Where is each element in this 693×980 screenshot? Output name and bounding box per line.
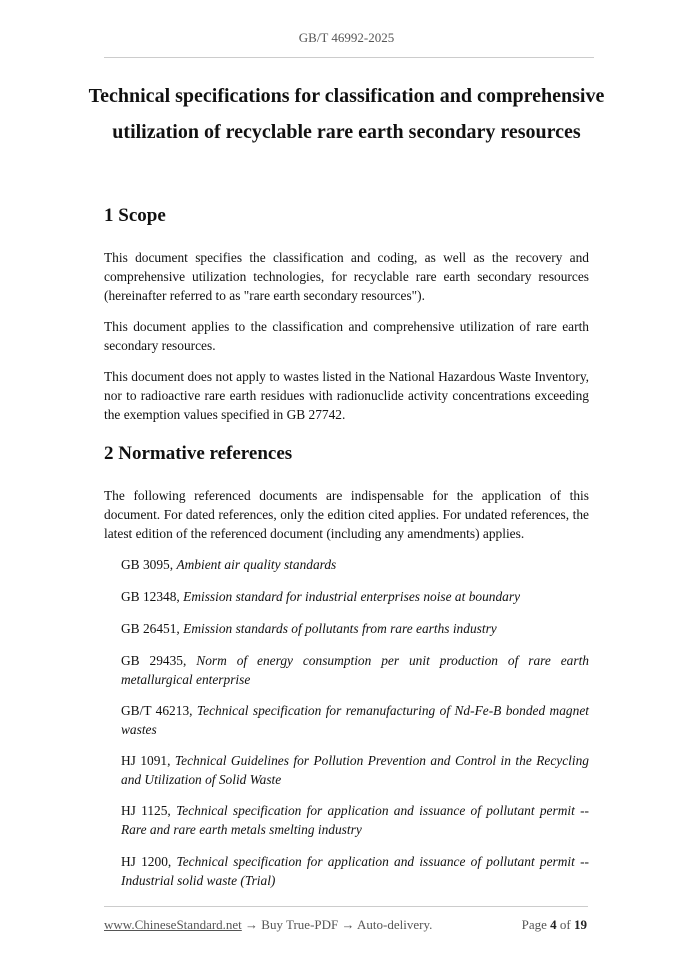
- reference-code: HJ 1091,: [121, 753, 171, 768]
- reference-item: [121, 801, 589, 839]
- title-line-1: Technical specifications for classification and comprehensive: [88, 85, 605, 107]
- reference-title: Emission standard for industrial enterprises noise at boundary: [183, 589, 521, 604]
- total-pages: 19: [574, 917, 587, 932]
- reference-item: [121, 555, 589, 574]
- reference-code: GB 26451,: [121, 621, 180, 636]
- scope-paragraph-3: This document does not apply to wastes listed in the National Hazardous Waste Inventory, nor to radioactive rare earth residues with radionuclide activity concentrations exceeding the exemption values specified in GB 27742.: [104, 369, 589, 422]
- reference-code: GB 3095,: [121, 557, 174, 572]
- reference-code: GB/T 46213,: [121, 703, 193, 718]
- scope-paragraph-1: This document specifies the classification and coding, as well as the recovery and comprehensive utilization technologies, for recyclable rare earth secondary resources (hereinafter referred to as "rare earth secondary resources").: [104, 250, 589, 303]
- reference-item: [121, 587, 589, 606]
- header-divider: [104, 57, 594, 58]
- reference-title: Technical Guidelines for Pollution Prevention and Control in the Recycling and Utilization of Solid Waste: [121, 753, 589, 787]
- standard-code: GB/T 46992-2025: [298, 30, 395, 45]
- reference-item: [121, 701, 589, 739]
- reference-item: [121, 619, 589, 638]
- current-page: 4: [550, 917, 557, 932]
- title-line-2: utilization of recyclable rare earth secondary resources: [112, 121, 581, 143]
- footer-divider: [104, 906, 588, 907]
- footer-promo-text: → Buy True-PDF → Auto-delivery.: [241, 917, 433, 932]
- page-of-label: of: [559, 917, 571, 932]
- document-title: [60, 78, 633, 150]
- scope-paragraph-2: This document applies to the classification and comprehensive utilization of rare earth secondary resources.: [104, 319, 589, 353]
- section-heading-scope: 1 Scope: [104, 205, 166, 226]
- website-link[interactable]: www.ChineseStandard.net: [104, 917, 242, 932]
- reference-code: HJ 1200,: [121, 854, 172, 869]
- reference-code: GB 29435,: [121, 653, 187, 668]
- reference-code: GB 12348,: [121, 589, 180, 604]
- reference-title: Emission standards of pollutants from rare earths industry: [183, 621, 497, 636]
- reference-code: HJ 1125,: [121, 803, 171, 818]
- page-number: [522, 917, 587, 933]
- reference-title: Technical specification for application and issuance of pollutant permit -- Rare and rare earth metals smelting industry: [121, 803, 589, 837]
- page-header: [0, 30, 693, 46]
- footer-promo: [104, 917, 432, 933]
- reference-item: [121, 651, 589, 689]
- reference-title: Norm of energy consumption per unit production of rare earth metallurgical enterprise: [121, 653, 589, 687]
- section-heading-normative-references: 2 Normative references: [104, 443, 293, 464]
- page-label: Page: [521, 917, 547, 932]
- reference-item: [121, 751, 589, 789]
- reference-title: Technical specification for application and issuance of pollutant permit -- Industrial solid waste (Trial): [121, 854, 590, 888]
- reference-title: Technical specification for remanufacturing of Nd-Fe-B bonded magnet wastes: [121, 703, 589, 737]
- reference-item: [121, 852, 589, 890]
- reference-title: Ambient air quality standards: [176, 557, 337, 572]
- normative-intro-paragraph: The following referenced documents are indispensable for the application of this document. For dated references, only the edition cited applies. For undated references, the latest edition of the referenced document (including any amendments) applies.: [104, 488, 589, 541]
